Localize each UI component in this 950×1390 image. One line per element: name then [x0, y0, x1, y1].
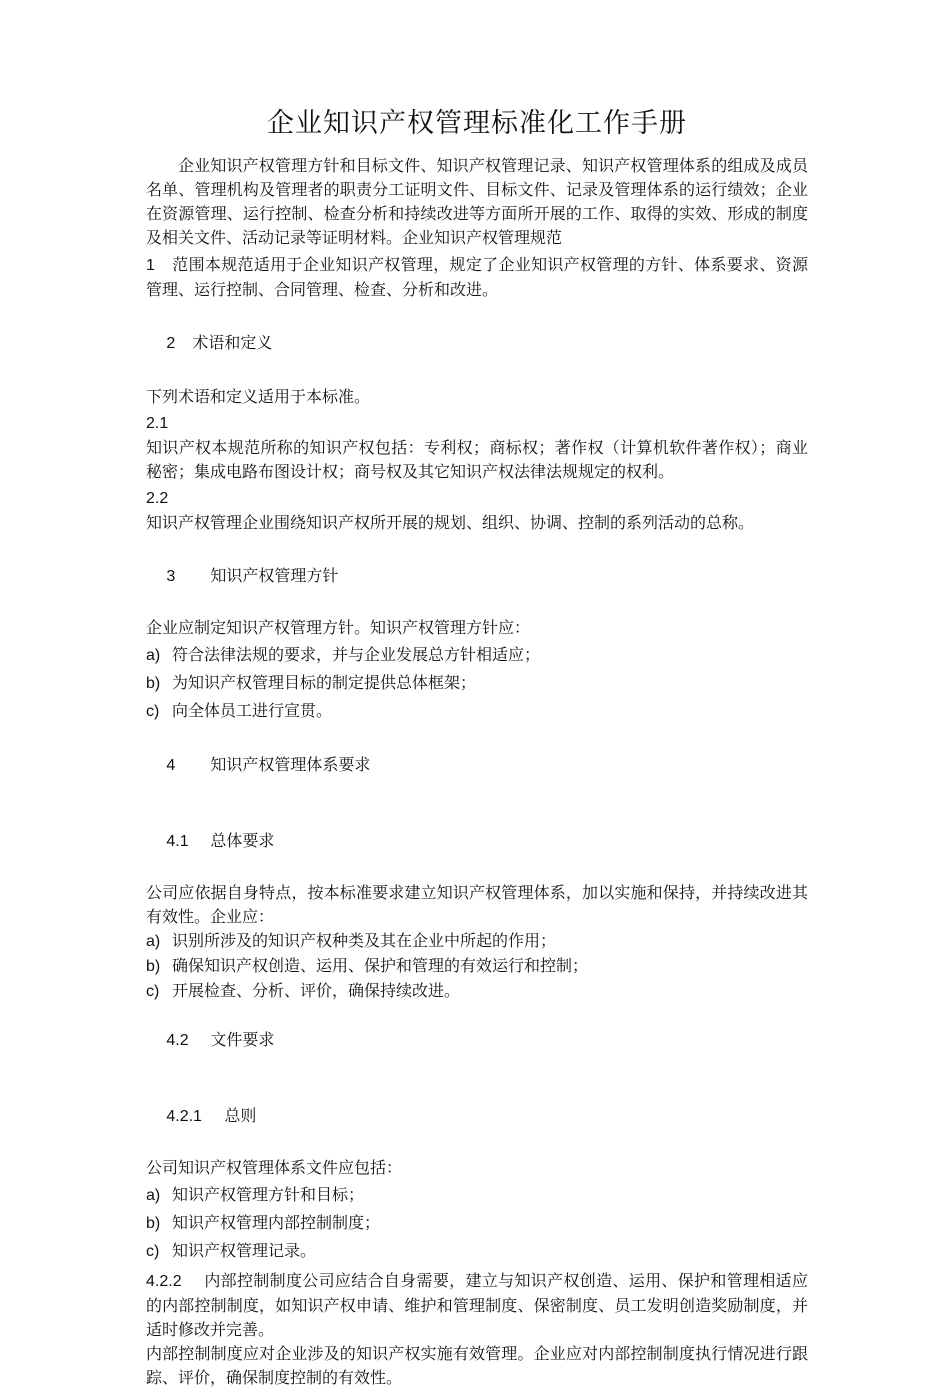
section-number: 1: [146, 257, 155, 274]
section-number: 2: [166, 335, 176, 352]
list-label: b): [146, 675, 161, 692]
section-number: 4.2: [166, 1032, 189, 1049]
document-title: 企业知识产权管理标准化工作手册: [267, 108, 687, 139]
section-text: 范围本规范适用于企业知识产权管理，规定了企业知识产权管理的方针、体系要求、资源管理、运行控制、合同管理、检查、分析和改进。: [146, 255, 808, 299]
section-2-2-text: 知识产权管理企业围绕知识产权所开展的规划、组织、协调、控制的系列活动的总称。: [146, 513, 755, 532]
list-item: [146, 929, 808, 954]
section-4-2-2-text2: 内部控制制度应对企业涉及的知识产权实施有效管理。企业应对内部控制制度执行情况进行跟踪、评价，确保制度控制的有效性。: [146, 1344, 808, 1387]
section-4-1-heading: [146, 805, 808, 878]
list-item: [146, 1211, 808, 1236]
list-item: [146, 643, 808, 668]
section-number: 3: [166, 568, 176, 585]
section-2-text: 下列术语和定义适用于本标准。: [146, 387, 371, 406]
section-3-list: [146, 643, 808, 724]
list-text: 确保知识产权创造、运用、保护和管理的有效运行和控制；: [172, 956, 589, 975]
section-number: 4.2.1: [166, 1108, 202, 1125]
list-item: [146, 979, 808, 1004]
document-page: [146, 104, 808, 1390]
list-item: [146, 699, 808, 724]
section-2-1-number: 2.1: [146, 415, 169, 432]
list-text: 知识产权管理记录。: [172, 1241, 317, 1260]
section-3-heading: [146, 540, 808, 613]
intro-paragraph: 企业知识产权管理方针和目标文件、知识产权管理记录、知识产权管理体系的组成及成员名单、管理机构及管理者的职责分工证明文件、目标文件、记录及管理体系的运行绩效；企业在资源管理、运行控制、检查分析和持续改进等方面所开展的工作、取得的实效、形成的制度及相关文件、活动记录等证明材料。企业知识产权管理规范: [146, 156, 808, 247]
section-2-1-text: 知识产权本规范所称的知识产权包括：专利权；商标权；著作权（计算机软件著作权）；商业秘密；集成电路布图设计权；商号权及其它知识产权法律法规规定的权利。: [146, 438, 808, 481]
section-title: 总体要求: [210, 831, 275, 850]
section-title: 文件要求: [210, 1030, 275, 1049]
section-4-2-heading: [146, 1004, 808, 1077]
section-number: 4.2.2: [146, 1273, 182, 1290]
section-4-1-text: 公司应依据自身特点，按本标准要求建立知识产权管理体系，加以实施和保持，并持续改进其有效性。企业应：: [146, 883, 808, 926]
section-2-heading: [146, 307, 808, 380]
section-title: 知识产权管理体系要求: [210, 755, 371, 774]
section-title: 术语和定义: [192, 333, 273, 352]
list-text: 知识产权管理内部控制制度；: [172, 1213, 381, 1232]
list-label: c): [146, 983, 160, 1000]
list-text: 为知识产权管理目标的制定提供总体框架；: [172, 673, 477, 692]
section-title: 总则: [224, 1106, 257, 1125]
section-number: 4.1: [166, 833, 189, 850]
list-label: a): [146, 1187, 161, 1204]
list-item: [146, 671, 808, 696]
list-label: b): [146, 1215, 161, 1232]
list-item: [146, 1239, 808, 1264]
list-item: [146, 1183, 808, 1208]
list-text: 知识产权管理方针和目标；: [172, 1185, 365, 1204]
section-number: 4: [166, 757, 176, 774]
list-label: b): [146, 958, 161, 975]
section-4-2-1-list: [146, 1183, 808, 1264]
section-3-text: 企业应制定知识产权管理方针。知识产权管理方针应：: [146, 618, 531, 637]
section-4-2-2-paragraph: [146, 1269, 808, 1342]
section-2-2-number: 2.2: [146, 490, 169, 507]
list-item: [146, 954, 808, 979]
list-text: 开展检查、分析、评价，确保持续改进。: [172, 981, 461, 1000]
section-4-1-list: [146, 929, 808, 1004]
list-label: c): [146, 1243, 160, 1260]
list-label: a): [146, 933, 161, 950]
section-4-2-1-text: 公司知识产权管理体系文件应包括：: [146, 1158, 403, 1177]
section-4-2-1-heading: [146, 1080, 808, 1153]
list-text: 识别所涉及的知识产权种类及其在企业中所起的作用；: [172, 931, 557, 950]
section-4-heading: [146, 729, 808, 802]
list-text: 符合法律法规的要求，并与企业发展总方针相适应；: [172, 645, 541, 664]
section-title: 知识产权管理方针: [210, 566, 339, 585]
section-text: 内部控制制度公司应结合自身需要，建立与知识产权创造、运用、保护和管理相适应的内部控制制度，如知识产权申请、维护和管理制度、保密制度、员工发明创造奖励制度，并适时修改并完善。: [146, 1271, 808, 1339]
list-label: c): [146, 703, 160, 720]
list-text: 向全体员工进行宣贯。: [172, 701, 333, 720]
section-1: [146, 253, 808, 302]
list-label: a): [146, 647, 161, 664]
